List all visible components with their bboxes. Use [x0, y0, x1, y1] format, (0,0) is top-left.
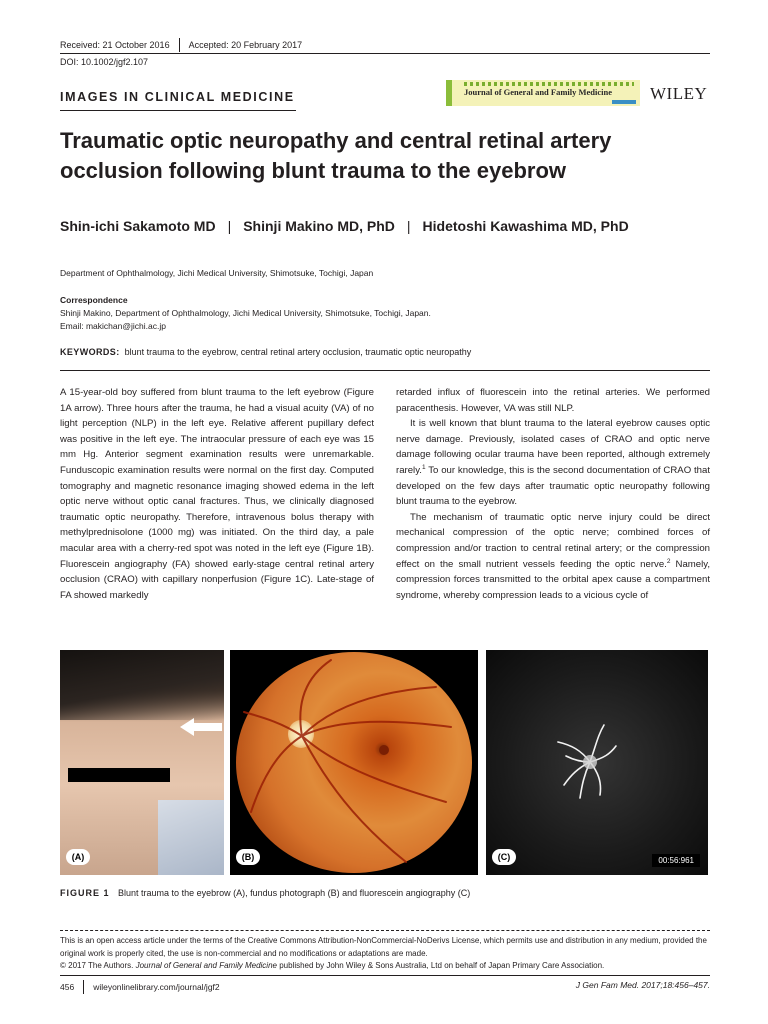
correspondence-address: Shinji Makino, Department of Ophthalmology, Jichi Medical University, Shimotsuke, Tochigi, Japan.	[60, 308, 431, 318]
header-rule	[60, 53, 710, 54]
affiliation: Department of Ophthalmology, Jichi Medical University, Shimotsuke, Tochigi, Japan	[60, 268, 374, 278]
footer-divider	[83, 980, 84, 994]
body-paragraph	[396, 510, 710, 604]
section-label: IMAGES IN CLINICAL MEDICINE	[60, 90, 295, 104]
figure-1c-angiography	[486, 650, 708, 875]
keywords-rule	[60, 370, 710, 371]
journal-logo-text: Journal of General and Family Medicine	[464, 87, 613, 97]
accepted-date: Accepted: 20 February 2017	[188, 40, 303, 50]
copyright-prefix: © 2017 The Authors.	[60, 961, 136, 970]
received-date: Received: 21 October 2016	[60, 40, 170, 50]
correspondence-email[interactable]: Email: makichan@jichi.ac.jp	[60, 321, 166, 331]
footer-rule	[60, 975, 710, 976]
citation-text: J Gen Fam Med. 2017;18:456–457.	[575, 980, 710, 990]
keywords	[60, 347, 471, 357]
figure-caption-label: FIGURE 1	[60, 888, 110, 898]
angiography-timecode: 00:56:961	[652, 854, 700, 867]
author-1: Shin-ichi Sakamoto MD	[60, 218, 216, 234]
license-statement: This is an open access article under the terms of the Creative Commons Attribution-NonCommercial-NoDerivs License, which permits use and distribution in any medium, provided the original work is properly cited, the use is non-commercial and no modifications or adaptations are made.	[60, 936, 707, 958]
correspondence-heading: Correspondence	[60, 295, 128, 305]
body-text: The mechanism of traumatic optic nerve injury could be direct mechanical compression of the optic nerve; combined forces of compression and/or traction to central retinal artery; or the compression effect on the small nutrient vessels feeding the optic nerve.	[396, 511, 710, 570]
logo-dots	[464, 82, 634, 86]
doi[interactable]: DOI: 10.1002/jgf2.107	[60, 57, 149, 67]
author-separator: |	[227, 218, 232, 234]
body-text: It is well known that blunt trauma to the lateral eyebrow causes optic nerve damage. Previously, isolated cases of CRAO and optic nerve damage following ocular trauma have been reported, although extremely rarely.	[396, 418, 710, 476]
footer-left	[60, 980, 220, 994]
figure-label-b: (B)	[236, 849, 260, 865]
hair-region	[60, 650, 224, 720]
figure-caption	[60, 888, 470, 898]
copyright-journal: Journal of General and Family Medicine	[135, 961, 277, 970]
angiography-vessels	[486, 650, 708, 875]
censor-bar	[68, 768, 170, 782]
retinal-vessels	[236, 652, 472, 873]
article-title: Traumatic optic neuropathy and central retinal artery occlusion following blunt trauma to the eyebrow	[60, 128, 612, 183]
copyright-suffix: published by John Wiley & Sons Australia, Ltd on behalf of Japan Primary Care Association.	[276, 961, 605, 970]
figure-caption-text: Blunt trauma to the eyebrow (A), fundus photograph (B) and fluorescein angiography (C)	[118, 888, 471, 898]
citation	[576, 980, 710, 990]
shirt-region	[158, 800, 224, 875]
author-2: Shinji Makino MD, PhD	[243, 218, 395, 234]
figure-label-c: (C)	[492, 849, 516, 865]
body-paragraph	[396, 416, 710, 510]
white-arrow-icon	[180, 718, 222, 736]
page-number: 456	[60, 982, 75, 992]
section-rule	[60, 110, 296, 111]
body-paragraph: retarded influx of fluorescein into the retinal arteries. We performed paracenthesis. However, VA was still NLP.	[396, 387, 710, 414]
journal-url[interactable]: wileyonlinelibrary.com/journal/jgf2	[93, 982, 220, 992]
journal-logo	[446, 80, 640, 106]
figure-1b-fundus	[230, 650, 478, 875]
body-column-right	[396, 385, 710, 603]
keywords-label: KEYWORDS:	[60, 347, 120, 357]
logo-tag	[612, 100, 636, 104]
license-text	[60, 935, 710, 973]
body-text: To our knowledge, this is the second documentation of CRAO that developed on the few days after traumatic optic neuropathy following blunt trauma to the eyebrow.	[396, 464, 710, 508]
reference-2[interactable]: 2	[666, 557, 671, 565]
author-list	[60, 218, 629, 234]
keywords-list: blunt trauma to the eyebrow, central retinal artery occlusion, traumatic optic neuropathy	[124, 347, 472, 357]
publisher-logo: WILEY	[650, 84, 708, 103]
date-divider	[179, 38, 180, 52]
body-paragraph: A 15-year-old boy suffered from blunt trauma to the left eyebrow (Figure 1A arrow). Three hours after the trauma, he had a visual acuity (VA) of no light perception (NLP) in the left eye. Relative afferent pupillary defect was positive in the left eye. The intraocular pressure of each eye was 15 mm Hg. Anterior segment examination results were unremarkable. Funduscopic examination results were normal on the first day. Computed tomography and magnetic resonance imaging showed edema in the left optic nerve without optic canal fractures. Thus, we clinically diagnosed traumatic optic neuropathy. Therefore, intravenous bolus therapy with methylprednisolone (1000 mg) was initiated. On the third day, a pale macular area with a cherry-red spot was noted in the left eye (Figure 1B). Fluorescein angiography (FA) showed early-stage central retinal artery occlusion (CRAO) with capillary nonperfusion (Figure 1C). Late-stage of FA showed markedly	[60, 387, 374, 601]
figure-1a-photo	[60, 650, 224, 875]
reference-1[interactable]: 1	[421, 463, 426, 471]
license-rule	[60, 930, 710, 931]
copyright-line	[60, 960, 710, 973]
body-column-left	[60, 385, 374, 603]
body-text: Namely, compression forces transmitted to the orbital apex cause a compartment syndrome, whereby compression leads to a vicious cycle of	[396, 558, 711, 601]
author-separator: |	[406, 218, 411, 234]
figure-label-a: (A)	[66, 849, 90, 865]
author-3: Hidetoshi Kawashima MD, PhD	[422, 218, 629, 234]
article-dates	[60, 38, 302, 52]
